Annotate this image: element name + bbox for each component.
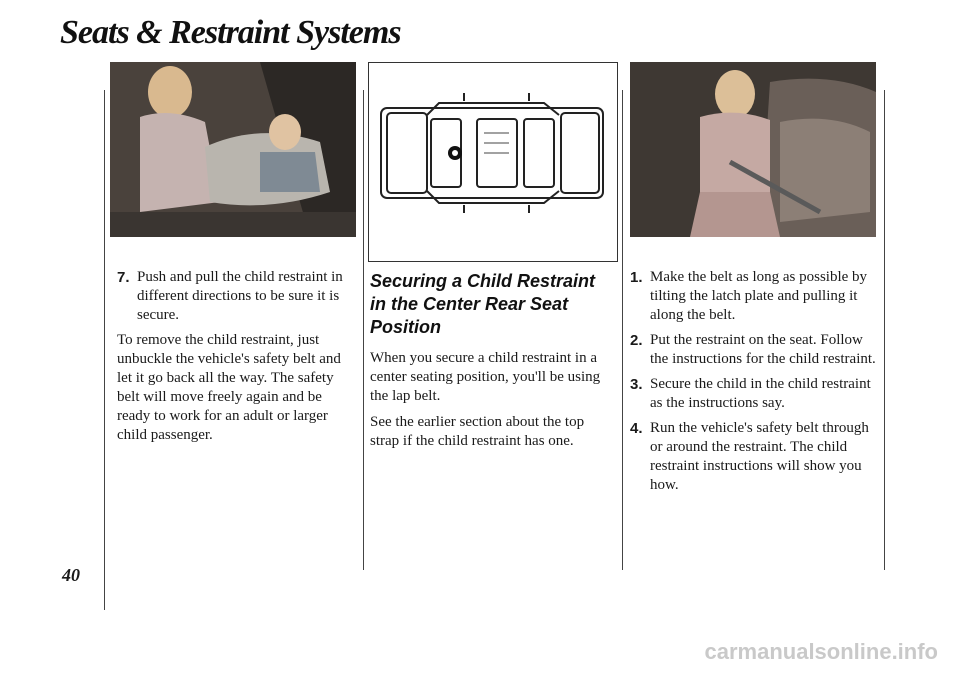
- page-number: 40: [62, 565, 80, 585]
- list-item-text: Make the belt as long as possible by tilting the latch plate and pulling it along the belt.: [650, 269, 868, 323]
- list-item-number: 7.: [117, 269, 130, 286]
- right-column: [630, 268, 878, 501]
- watermark[interactable]: carmanualsonline.info: [704, 639, 938, 664]
- list-item-text: Push and pull the child restraint in different directions to be sure it is secure.: [137, 269, 343, 323]
- list-item-number: 4.: [630, 420, 643, 437]
- column-divider-2: [622, 90, 623, 570]
- list-item-text: Run the vehicle's safety belt through or around the restraint. The child restraint instructions will show you how.: [650, 420, 869, 493]
- list-item-text: Secure the child in the child restraint as the instructions say.: [650, 376, 871, 411]
- middle-column: [370, 270, 614, 458]
- left-column: [117, 268, 353, 452]
- list-item-number: 2.: [630, 332, 643, 349]
- child-restraint-photo-left: [110, 62, 356, 237]
- child-restraint-photo-right: [630, 62, 876, 237]
- paragraph: To remove the child restraint, just unbuckle the vehicle's safety belt and let it go back all the way. The safety belt will move freely again and be ready to work for an adult or larger child passenger.: [117, 332, 341, 443]
- left-margin-rule: [104, 90, 105, 610]
- section-heading: Securing a Child Restraint in the Center Rear Seat Position: [370, 271, 596, 337]
- list-item: [630, 375, 878, 413]
- list-item-text: Put the restraint on the seat. Follow the instructions for the child restraint.: [650, 332, 876, 367]
- list-item: [117, 268, 353, 325]
- right-margin-rule: [884, 90, 885, 570]
- paragraph: When you secure a child restraint in a center seating position, you'll be using the lap belt.: [370, 350, 601, 404]
- page-title: Seats & Restraint Systems: [60, 14, 401, 51]
- photo-illustration-right: [630, 62, 876, 237]
- list-item: [630, 331, 878, 369]
- list-item-number: 3.: [630, 376, 643, 393]
- column-divider-1: [363, 90, 364, 570]
- car-top-view-icon: [369, 63, 617, 261]
- list-item: [630, 419, 878, 495]
- list-item-number: 1.: [630, 269, 643, 286]
- paragraph: See the earlier section about the top strap if the child restraint has one.: [370, 414, 585, 449]
- list-item: [630, 268, 878, 325]
- photo-illustration-left: [110, 62, 356, 237]
- vehicle-top-view-diagram: [368, 62, 618, 262]
